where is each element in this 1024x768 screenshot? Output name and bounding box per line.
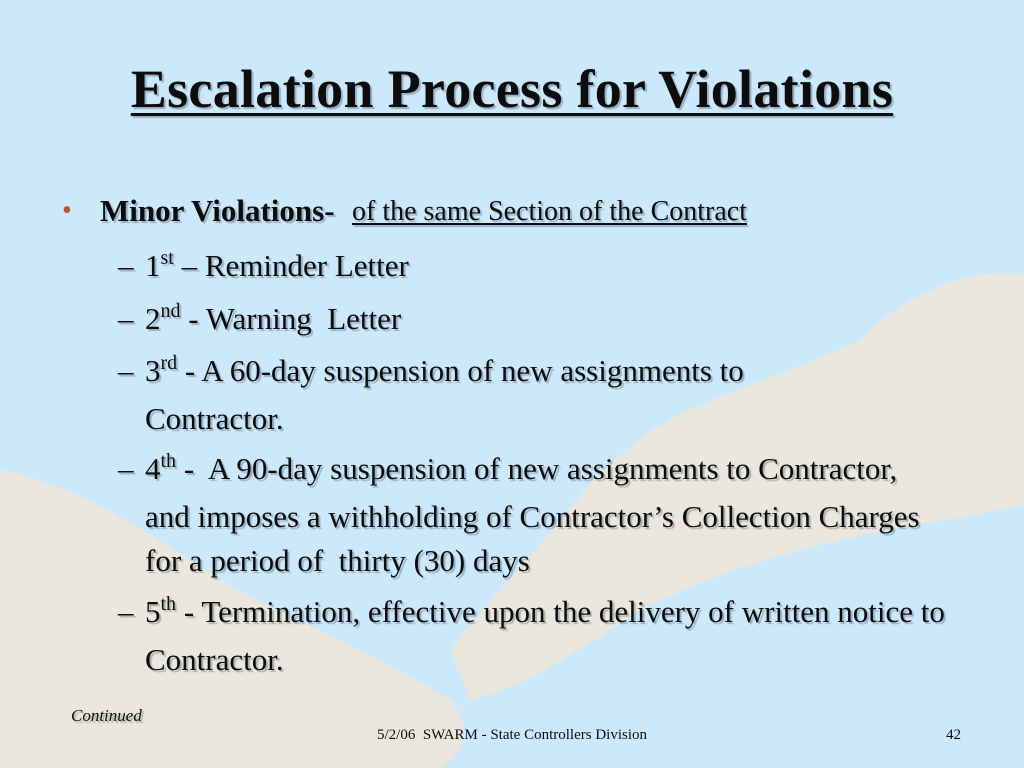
item-text: - A 60-day suspension of new assignments to Contractor. [145, 353, 744, 436]
bullet-subheading: of the same Section of the Contract [352, 196, 747, 227]
item-text: - A 90-day suspension of new assignments to Contractor, and imposes a withholding of Contractor’s Collection Charges for a period of thirty (30) days [145, 451, 928, 578]
ordinal-number: 1 [145, 248, 161, 283]
continued-label: Continued [71, 706, 142, 725]
ordinal-number: 2 [145, 301, 161, 336]
page-number: 42 [946, 727, 961, 743]
dash-marker: – [118, 353, 134, 388]
ordinal-suffix: st [160, 247, 174, 269]
footer-text: 5/2/06 SWARM - State Controllers Division [377, 727, 647, 743]
list-item [118, 244, 958, 292]
item-text: – Reminder Letter [173, 248, 409, 283]
dash-marker: – [118, 451, 134, 486]
slide-title: Escalation Process for Violations [130, 59, 894, 119]
item-text: - Termination, effective upon the delivery of written notice to Contractor. [145, 594, 945, 677]
list-item [118, 590, 948, 682]
ordinal-suffix: rd [160, 352, 178, 374]
ordinal-suffix: nd [160, 300, 181, 322]
dash-marker: – [118, 301, 134, 336]
item-text: - Warning Letter [180, 301, 402, 336]
bullet-heading: Minor Violations- [100, 193, 335, 228]
dash-marker: – [118, 594, 134, 629]
list-item [118, 297, 958, 345]
list-item [118, 447, 948, 583]
list-item [118, 349, 858, 441]
ordinal-number: 4 [145, 451, 161, 486]
bullet-icon: • [62, 195, 72, 226]
ordinal-suffix: th [160, 450, 177, 472]
dash-marker: – [118, 248, 134, 283]
ordinal-number: 3 [145, 353, 161, 388]
ordinal-suffix: th [160, 593, 177, 615]
ordinal-number: 5 [145, 594, 161, 629]
